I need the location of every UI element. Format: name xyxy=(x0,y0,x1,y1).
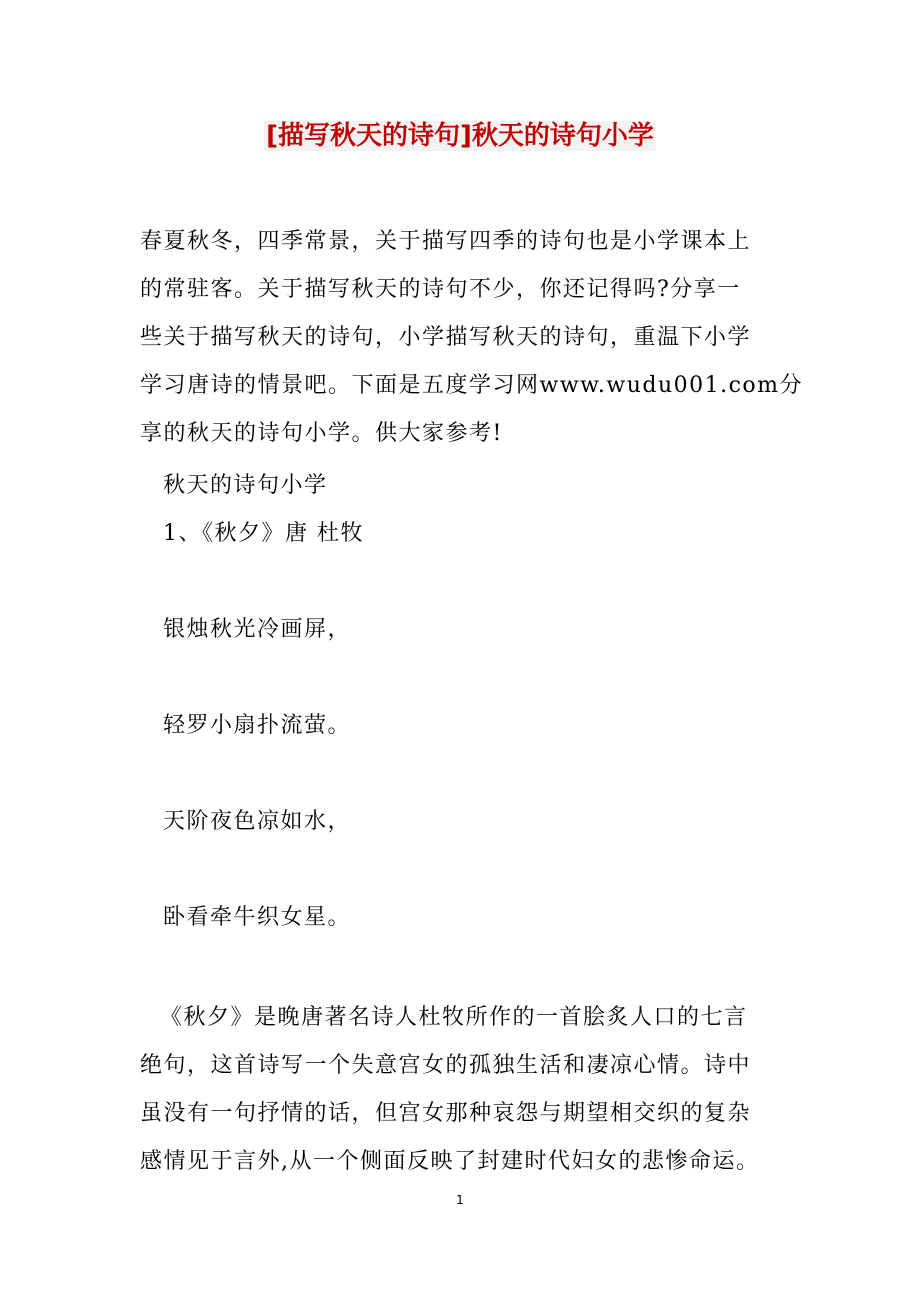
poem-line: 银烛秋光冷画屏， xyxy=(163,617,352,642)
commentary-line-1: 《秋夕》是晚唐著名诗人杜牧所作的一首脍炙人口的七言 xyxy=(160,1005,748,1030)
intro-line-5: 享的秋天的诗句小学。供大家参考! xyxy=(140,421,503,446)
poem-line: 卧看牵牛织女星。 xyxy=(163,905,352,930)
commentary-line-4: 感情见于言外,从一个侧面反映了封建时代妇女的悲惨命运。 xyxy=(140,1149,760,1174)
page-number: 1 xyxy=(456,1193,464,1207)
intro-line-3: 些关于描写秋天的诗句，小学描写秋天的诗句，重温下小学 xyxy=(140,325,752,350)
commentary-line-3: 虽没有一句抒情的话，但宫女那种哀怨与期望相交织的复杂 xyxy=(140,1101,752,1126)
poem-line: 天阶夜色凉如水， xyxy=(163,809,352,834)
intro-line-2: 的常驻客。关于描写秋天的诗句不少，你还记得吗?分享一 xyxy=(140,277,741,302)
intro-line-1: 春夏秋冬，四季常景，关于描写四季的诗句也是小学课本上 xyxy=(140,229,752,254)
commentary-line-2: 绝句，这首诗写一个失意宫女的孤独生活和凄凉心情。诗中 xyxy=(140,1053,752,1078)
intro-line-4: 学习唐诗的情景吧。下面是五度学习网www.wudu001.com分 xyxy=(140,373,804,398)
section-heading: 秋天的诗句小学 xyxy=(163,473,328,498)
page-title-text: [描写秋天的诗句]秋天的诗句小学 xyxy=(266,121,654,151)
poem-heading: 1、《秋夕》唐 杜牧 xyxy=(163,521,364,546)
poem-line: 轻罗小扇扑流萤。 xyxy=(163,713,352,738)
